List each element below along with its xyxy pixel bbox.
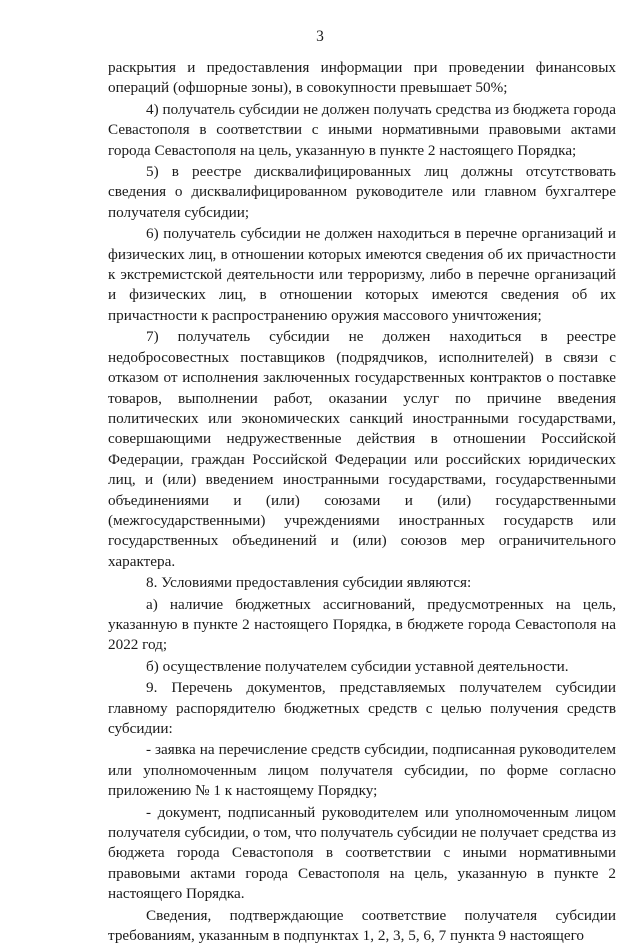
paragraph-information: Сведения, подтверждающие соответствие получателя субсидии требованиям, указанным в подпунктах 1, 2, 3, 5, 6, 7 пункта 9 настоящего xyxy=(108,906,616,945)
paragraph-item-6: 6) получатель субсидии не должен находиться в перечне организаций и физических лиц, в отношении которых имеются сведения об их причастности к экстремистской деятельности или терроризму, либо в перечне организаций и физических лиц, в отношении которых имеются сведения об их причастности к распространению оружия массового уничтожения; xyxy=(108,225,616,324)
paragraph-list-application: - заявка на перечисление средств субсидии, подписанная руководителем или уполномоченным лицом получателя субсидии, по форме согласно приложению № 1 к настоящему Порядку; xyxy=(108,741,616,800)
paragraph-section-8: 8. Условиями предоставления субсидии являются: xyxy=(146,574,472,592)
paragraph-continuation: раскрытия и предоставления информации при проведении финансовых операций (офшорные зоны), в совокупности превышает 50%; xyxy=(108,59,616,97)
paragraph-item-5: 5) в реестре дисквалифицированных лиц должны отсутствовать сведения о дисквалифицированном руководителе или главном бухгалтере получателя субсидии; xyxy=(108,163,616,221)
paragraph-list-document: - документ, подписанный руководителем или уполномоченным лицом получателя субсидии, о том, что получатель субсидии не получает средства из бюджета города Севастополя в соответствии с иными нормативными правовыми актами города Севастополя на цель, указанную в пункте 2 настоящего Порядка. xyxy=(108,803,616,903)
paragraph-section-9: 9. Перечень документов, представляемых получателем субсидии главному распорядителю бюджетных средств с целью получения средств субсидии: xyxy=(108,679,616,737)
document-body xyxy=(108,58,616,947)
paragraph-item-b: б) осуществление получателем субсидии уставной деятельности. xyxy=(146,657,569,675)
paragraph-item-7: 7) получатель субсидии не должен находиться в реестре недобросовестных поставщиков (подрядчиков, исполнителей) в связи с отказом от исполнения заключенных государственных контрактов о поставке товаров, выполнении работ, оказании услуг по причине введения политических или экономических санкций иностранными государствами, совершающими недружественные действия в отношении Российской Федерации, граждан Российской Федерации или российских юридических лиц, и (или) введением иностранными государствами, государственными объединениями и (или) союзами и (или) государственными (межгосударственными) учреждениями иностранных государств или государственных объединений и (или) союзов мер ограничительного характера. xyxy=(108,328,616,570)
page-number: 3 xyxy=(316,28,324,45)
paragraph-item-4: 4) получатель субсидии не должен получать средства из бюджета города Севастополя в соответствии с иными нормативными правовыми актами города Севастополя на цель, указанную в пункте 2 настоящего Порядка; xyxy=(108,100,616,159)
paragraph-item-a: а) наличие бюджетных ассигнований, предусмотренных на цель, указанную в пункте 2 настоящего Порядка, в бюджете города Севастополя на 2022 год; xyxy=(108,595,616,654)
